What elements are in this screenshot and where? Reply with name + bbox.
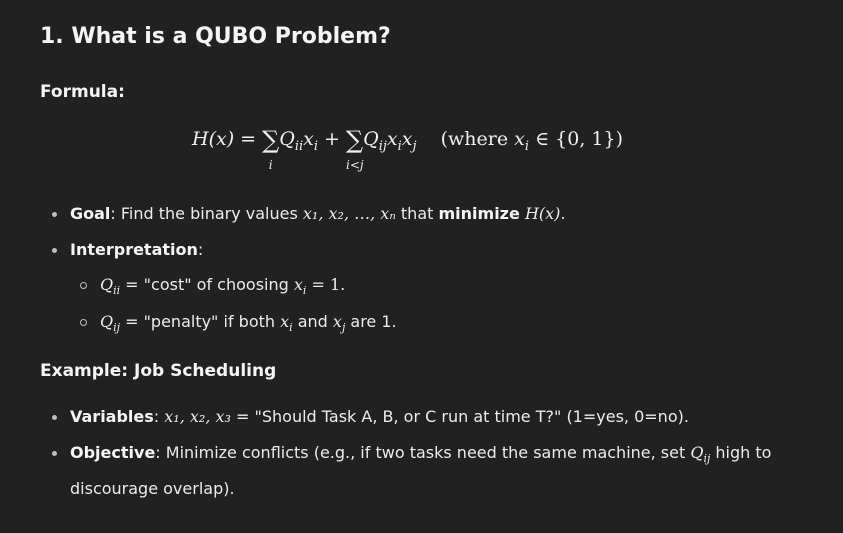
formula-eq: = [240, 128, 257, 150]
term2-x2: x [401, 128, 413, 150]
formula-lhs: H(x) [192, 128, 235, 150]
bullet-icon [52, 415, 57, 420]
interp-colon: : [197, 240, 204, 259]
sub2-q-sub: ij [113, 321, 120, 335]
sum2-limit: i<j [346, 158, 364, 172]
example-heading: Example: Job Scheduling [40, 361, 277, 381]
goal-bold: minimize [438, 204, 520, 223]
goal-math: x₁, x₂, …, xₙ [302, 204, 396, 223]
bullet-icon [52, 212, 57, 217]
var-text: = "Should Task A, B, or C run at time T?" (1=yes, 0=no). [230, 407, 689, 426]
sum-operator-2: ∑ i<j [346, 126, 364, 172]
sub2-end: are 1. [345, 312, 397, 331]
bullet-icon [52, 451, 57, 456]
term2-q: Q [363, 128, 379, 150]
obj-math: Q [690, 443, 704, 462]
sub1-q: Q [100, 275, 114, 294]
term1-x: x [303, 128, 314, 150]
formula-plus: + [324, 128, 340, 150]
where-set: ∈ {0, 1}) [535, 128, 624, 150]
sub2-q: Q [100, 312, 114, 331]
var-label: Variables [70, 407, 154, 426]
term1-q: Q [279, 128, 295, 150]
term2-x1: x [386, 128, 398, 150]
where-var-sub: i [524, 138, 530, 154]
term2-x1-sub: i [397, 138, 402, 154]
obj-text: : Minimize conflicts (e.g., if two tasks need the same machine, set [155, 443, 691, 462]
sum-operator-1: ∑ i [262, 126, 280, 172]
goal-math-2: H(x) [524, 204, 561, 223]
circle-bullet-icon [80, 282, 87, 289]
term1-x-sub: i [313, 138, 318, 154]
sub1-q-sub: ii [113, 284, 121, 298]
qubo-formula [192, 126, 624, 172]
goal-text: : Find the binary values [110, 204, 303, 223]
sub2-and: and [292, 312, 333, 331]
formula-heading: Formula: [40, 82, 125, 102]
goal-label: Goal [70, 204, 111, 223]
page-title: 1. What is a QUBO Problem? [40, 24, 391, 49]
goal-text-2: that [395, 204, 439, 223]
term2-x2-sub: j [412, 138, 417, 154]
goal-end: . [560, 204, 566, 223]
sub2-x1: x [280, 312, 290, 331]
sub2-x2-sub: j [341, 321, 346, 335]
sum1-limit: i [268, 158, 273, 172]
bullet-icon [52, 248, 57, 253]
sub1-eq: = 1. [306, 275, 346, 294]
sub1-x: x [293, 275, 303, 294]
sub2-x1-sub: i [289, 321, 293, 335]
sub2-x2: x [332, 312, 342, 331]
obj-label: Objective [70, 443, 156, 462]
circle-bullet-icon [80, 319, 87, 326]
sub2-text: = "penalty" if both [119, 312, 281, 331]
sub1-x-sub: i [302, 284, 307, 298]
term1-q-sub: ii [294, 138, 304, 154]
obj-math-sub: ij [703, 452, 711, 466]
term2-q-sub: ij [378, 138, 387, 154]
interp-label: Interpretation [70, 240, 198, 259]
sub1-text: = "cost" of choosing [120, 275, 294, 294]
var-math: x₁, x₂, x₃ [164, 407, 231, 426]
where-var: x [514, 128, 525, 150]
var-colon: : [153, 407, 165, 426]
obj-text-2: high to discourage overlap). [70, 443, 772, 499]
where-open: (where [440, 128, 509, 150]
